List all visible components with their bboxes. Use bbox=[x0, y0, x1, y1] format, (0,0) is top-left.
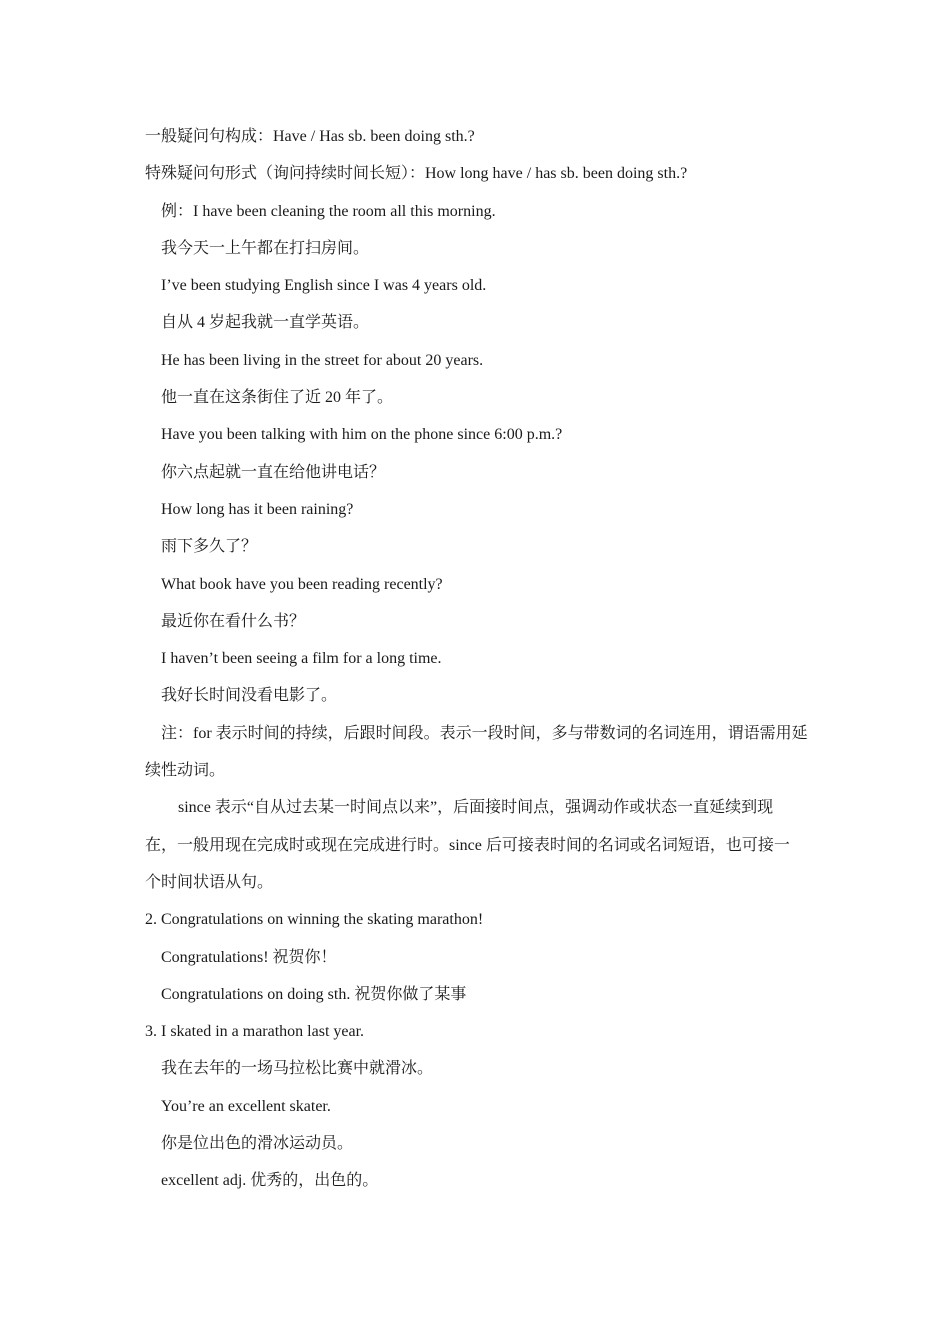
text-line: since 表示“自从过去某一时间点以来”，后面接时间点，强调动作或状态一直延续到现 bbox=[178, 799, 774, 817]
text-line: 你是位出色的滑冰运动员。 bbox=[161, 1135, 354, 1153]
text-line: 例：I have been cleaning the room all this morning. bbox=[161, 202, 496, 220]
text-line: Have you been talking with him on the phone since 6:00 p.m.? bbox=[161, 426, 563, 444]
text-line: 我今天一上午都在打扫房间。 bbox=[161, 239, 370, 257]
document-page bbox=[145, 118, 810, 1200]
text-line: Congratulations on doing sth. 祝贺你做了某事 bbox=[161, 985, 467, 1003]
text-line: He has been living in the street for about 20 years. bbox=[161, 351, 484, 369]
text-line: Congratulations! 祝贺你！ bbox=[161, 948, 337, 966]
text-line: 2. Congratulations on winning the skating marathon! bbox=[145, 911, 484, 929]
text-line: 我好长时间没看电影了。 bbox=[161, 687, 338, 705]
text-line: 他一直在这条街住了近 20 年了。 bbox=[161, 389, 394, 407]
text-line: 续性动词。 bbox=[145, 762, 226, 780]
text-line: I haven’t been seeing a film for a long time. bbox=[161, 650, 442, 668]
text-line: You’re an excellent skater. bbox=[161, 1097, 331, 1115]
text-line: 我在去年的一场马拉松比赛中就滑冰。 bbox=[161, 1060, 434, 1078]
text-line: 特殊疑问句形式（询问持续时间长短）：How long have / has sb. been doing sth.? bbox=[145, 165, 688, 183]
text-line: What book have you been reading recently? bbox=[161, 575, 443, 593]
text-line: 3. I skated in a marathon last year. bbox=[145, 1023, 365, 1041]
text-line: 在，一般用现在完成时或现在完成进行时。since 后可接表时间的名词或名词短语，也可接一 bbox=[145, 836, 790, 854]
text-line: 最近你在看什么书？ bbox=[161, 612, 306, 630]
text-line: How long has it been raining? bbox=[161, 500, 354, 518]
text-line: 自从 4 岁起我就一直学英语。 bbox=[161, 314, 370, 332]
text-line: I’ve been studying English since I was 4 years old. bbox=[161, 277, 487, 295]
text-line: 雨下多久了？ bbox=[161, 538, 258, 556]
text-line: excellent adj. 优秀的，出色的。 bbox=[161, 1172, 379, 1190]
text-line: 你六点起就一直在给他讲电话？ bbox=[161, 463, 386, 481]
text-line: 个时间状语从句。 bbox=[145, 873, 274, 891]
text-line: 一般疑问句构成：Have / Has sb. been doing sth.? bbox=[145, 128, 475, 145]
text-line: 注：for 表示时间的持续，后跟时间段。表示一段时间，多与带数词的名词连用，谓语需用延 bbox=[161, 724, 808, 742]
